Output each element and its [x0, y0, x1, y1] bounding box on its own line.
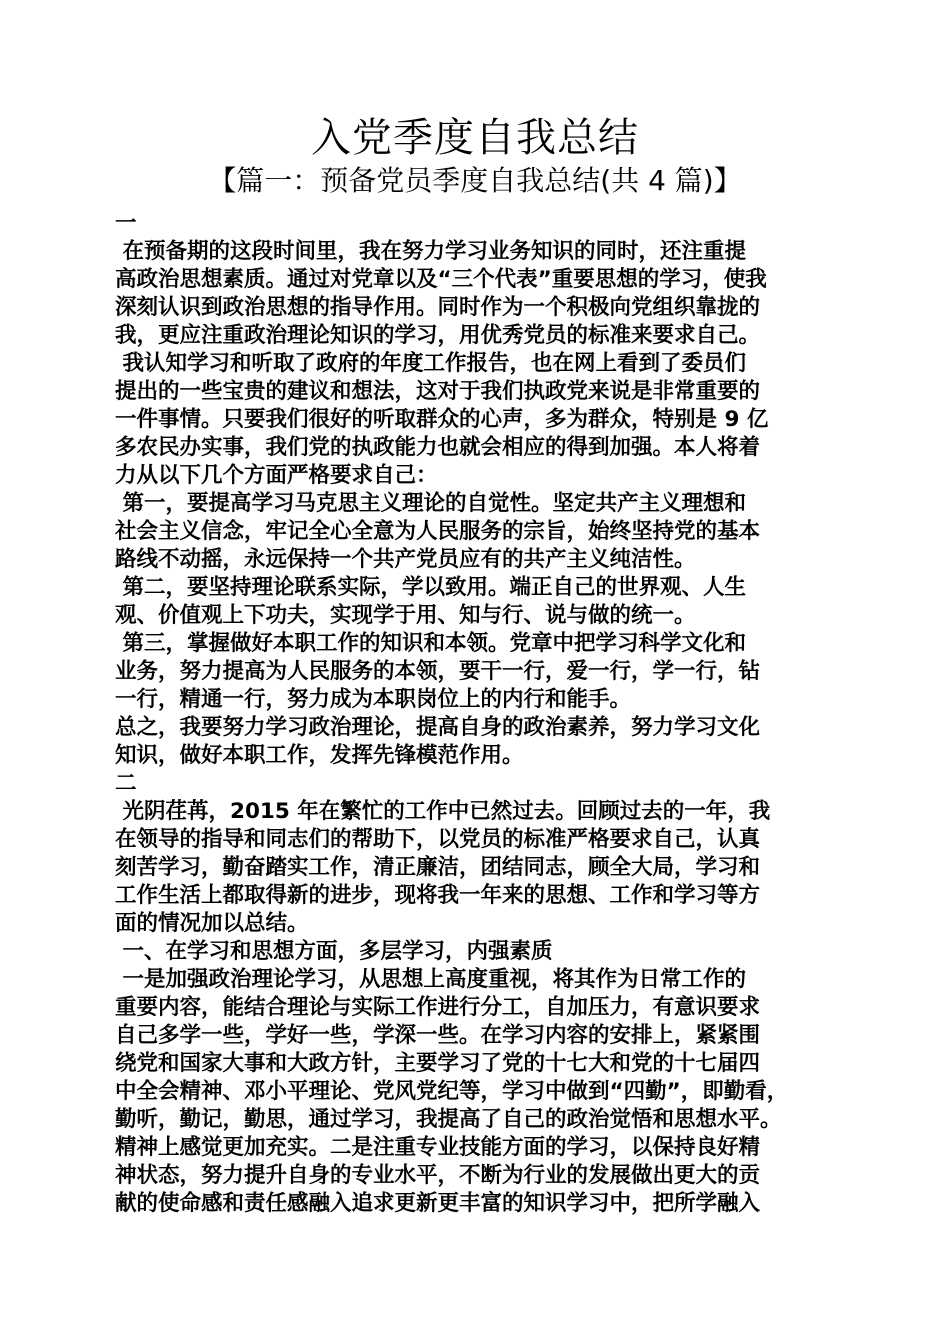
text-line: 工作生活上都取得新的进步，现将我一年来的思想、工作和学习等方 — [115, 883, 761, 908]
text-line: 知识，做好本职工作，发挥先锋模范作用。 — [115, 743, 524, 768]
text-line: 自己多学一些，学好一些，学深一些。在学习内容的安排上，紧紧围 — [115, 1023, 761, 1048]
text-line: 路线不动摇，永远保持一个共产党员应有的共产主义纯洁性。 — [115, 547, 696, 572]
text-line: 总之，我要努力学习政治理论，提高自身的政治素养，努力学习文化 — [115, 715, 761, 740]
text-line: 社会主义信念，牢记全心全意为人民服务的宗旨，始终坚持党的基本 — [115, 519, 761, 544]
text-line: 一行，精通一行，努力成为本职岗位上的内行和能手。 — [115, 687, 632, 712]
document-title: 入党季度自我总结 — [311, 115, 639, 161]
text-line: 刻苦学习，勤奋踏实工作，清正廉洁，团结同志，顾全大局，学习和 — [115, 855, 761, 880]
document-body — [115, 210, 837, 1218]
text-line: 一是加强政治理论学习，从思想上高度重视，将其作为日常工作的 — [115, 967, 746, 992]
text-line: 提出的一些宝贵的建议和想法，这对于我们执政党来说是非常重要的 — [115, 379, 761, 404]
text-line: 我，更应注重政治理论知识的学习，用优秀党员的标准来要求自己。 — [115, 323, 761, 348]
text-line: 一、在学习和思想方面，多层学习，内强素质 — [115, 939, 553, 964]
text-line: 在预备期的这段时间里，我在努力学习业务知识的同时，还注重提 — [115, 239, 746, 264]
text-line: 第二，要坚持理论联系实际，学以致用。端正自己的世界观、人生 — [115, 575, 746, 600]
text-line: 中全会精神、邓小平理论、党风党纪等，学习中做到“四勤”，即勤看， — [115, 1079, 789, 1104]
text-line: 光阴荏苒，2015 年在繁忙的工作中已然过去。回顾过去的一年，我 — [115, 799, 771, 824]
text-line: 观、价值观上下功夫，实现学于用、知与行、说与做的统一。 — [115, 603, 696, 628]
text-line: 绕党和国家大事和大政方针，主要学习了党的十七大和党的十七届四 — [115, 1051, 761, 1076]
text-line: 精神上感觉更加充实。二是注重专业技能方面的学习，以保持良好精 — [115, 1135, 761, 1160]
text-line: 第一，要提高学习马克思主义理论的自觉性。坚定共产主义理想和 — [115, 491, 746, 516]
text-line: 高政治思想素质。通过对党章以及“三个代表”重要思想的学习，使我 — [115, 267, 767, 292]
text-line: 一件事情。只要我们很好的听取群众的心声，多为群众，特别是 9 亿 — [115, 407, 769, 432]
text-line: 献的使命感和责任感融入追求更新更丰富的知识学习中，把所学融入 — [115, 1191, 761, 1216]
text-line: 力从以下几个方面严格要求自己： — [115, 463, 438, 488]
text-line: 一 — [115, 211, 137, 236]
text-line: 在领导的指导和同志们的帮助下，以党员的标准严格要求自己，认真 — [115, 827, 761, 852]
text-line: 面的情况加以总结。 — [115, 911, 309, 936]
text-line: 深刻认识到政治思想的指导作用。同时作为一个积极向党组织靠拢的 — [115, 295, 761, 320]
text-line: 业务，努力提高为人民服务的本领，要干一行，爱一行，学一行，钻 — [115, 659, 761, 684]
document-subtitle: 【篇一：预备党员季度自我总结(共 4 篇)】 — [208, 164, 742, 197]
text-line: 勤听，勤记，勤思，通过学习，我提高了自己的政治觉悟和思想水平。 — [115, 1107, 782, 1132]
text-line: 神状态，努力提升自身的专业水平，不断为行业的发展做出更大的贡 — [115, 1163, 761, 1188]
text-line: 我认知学习和听取了政府的年度工作报告，也在网上看到了委员们 — [115, 351, 746, 376]
text-line: 第三，掌握做好本职工作的知识和本领。党章中把学习科学文化和 — [115, 631, 746, 656]
text-line: 二 — [115, 771, 137, 796]
text-line: 多农民办实事，我们党的执政能力也就会相应的得到加强。本人将着 — [115, 435, 761, 460]
text-line: 重要内容，能结合理论与实际工作进行分工，自加压力，有意识要求 — [115, 995, 761, 1020]
